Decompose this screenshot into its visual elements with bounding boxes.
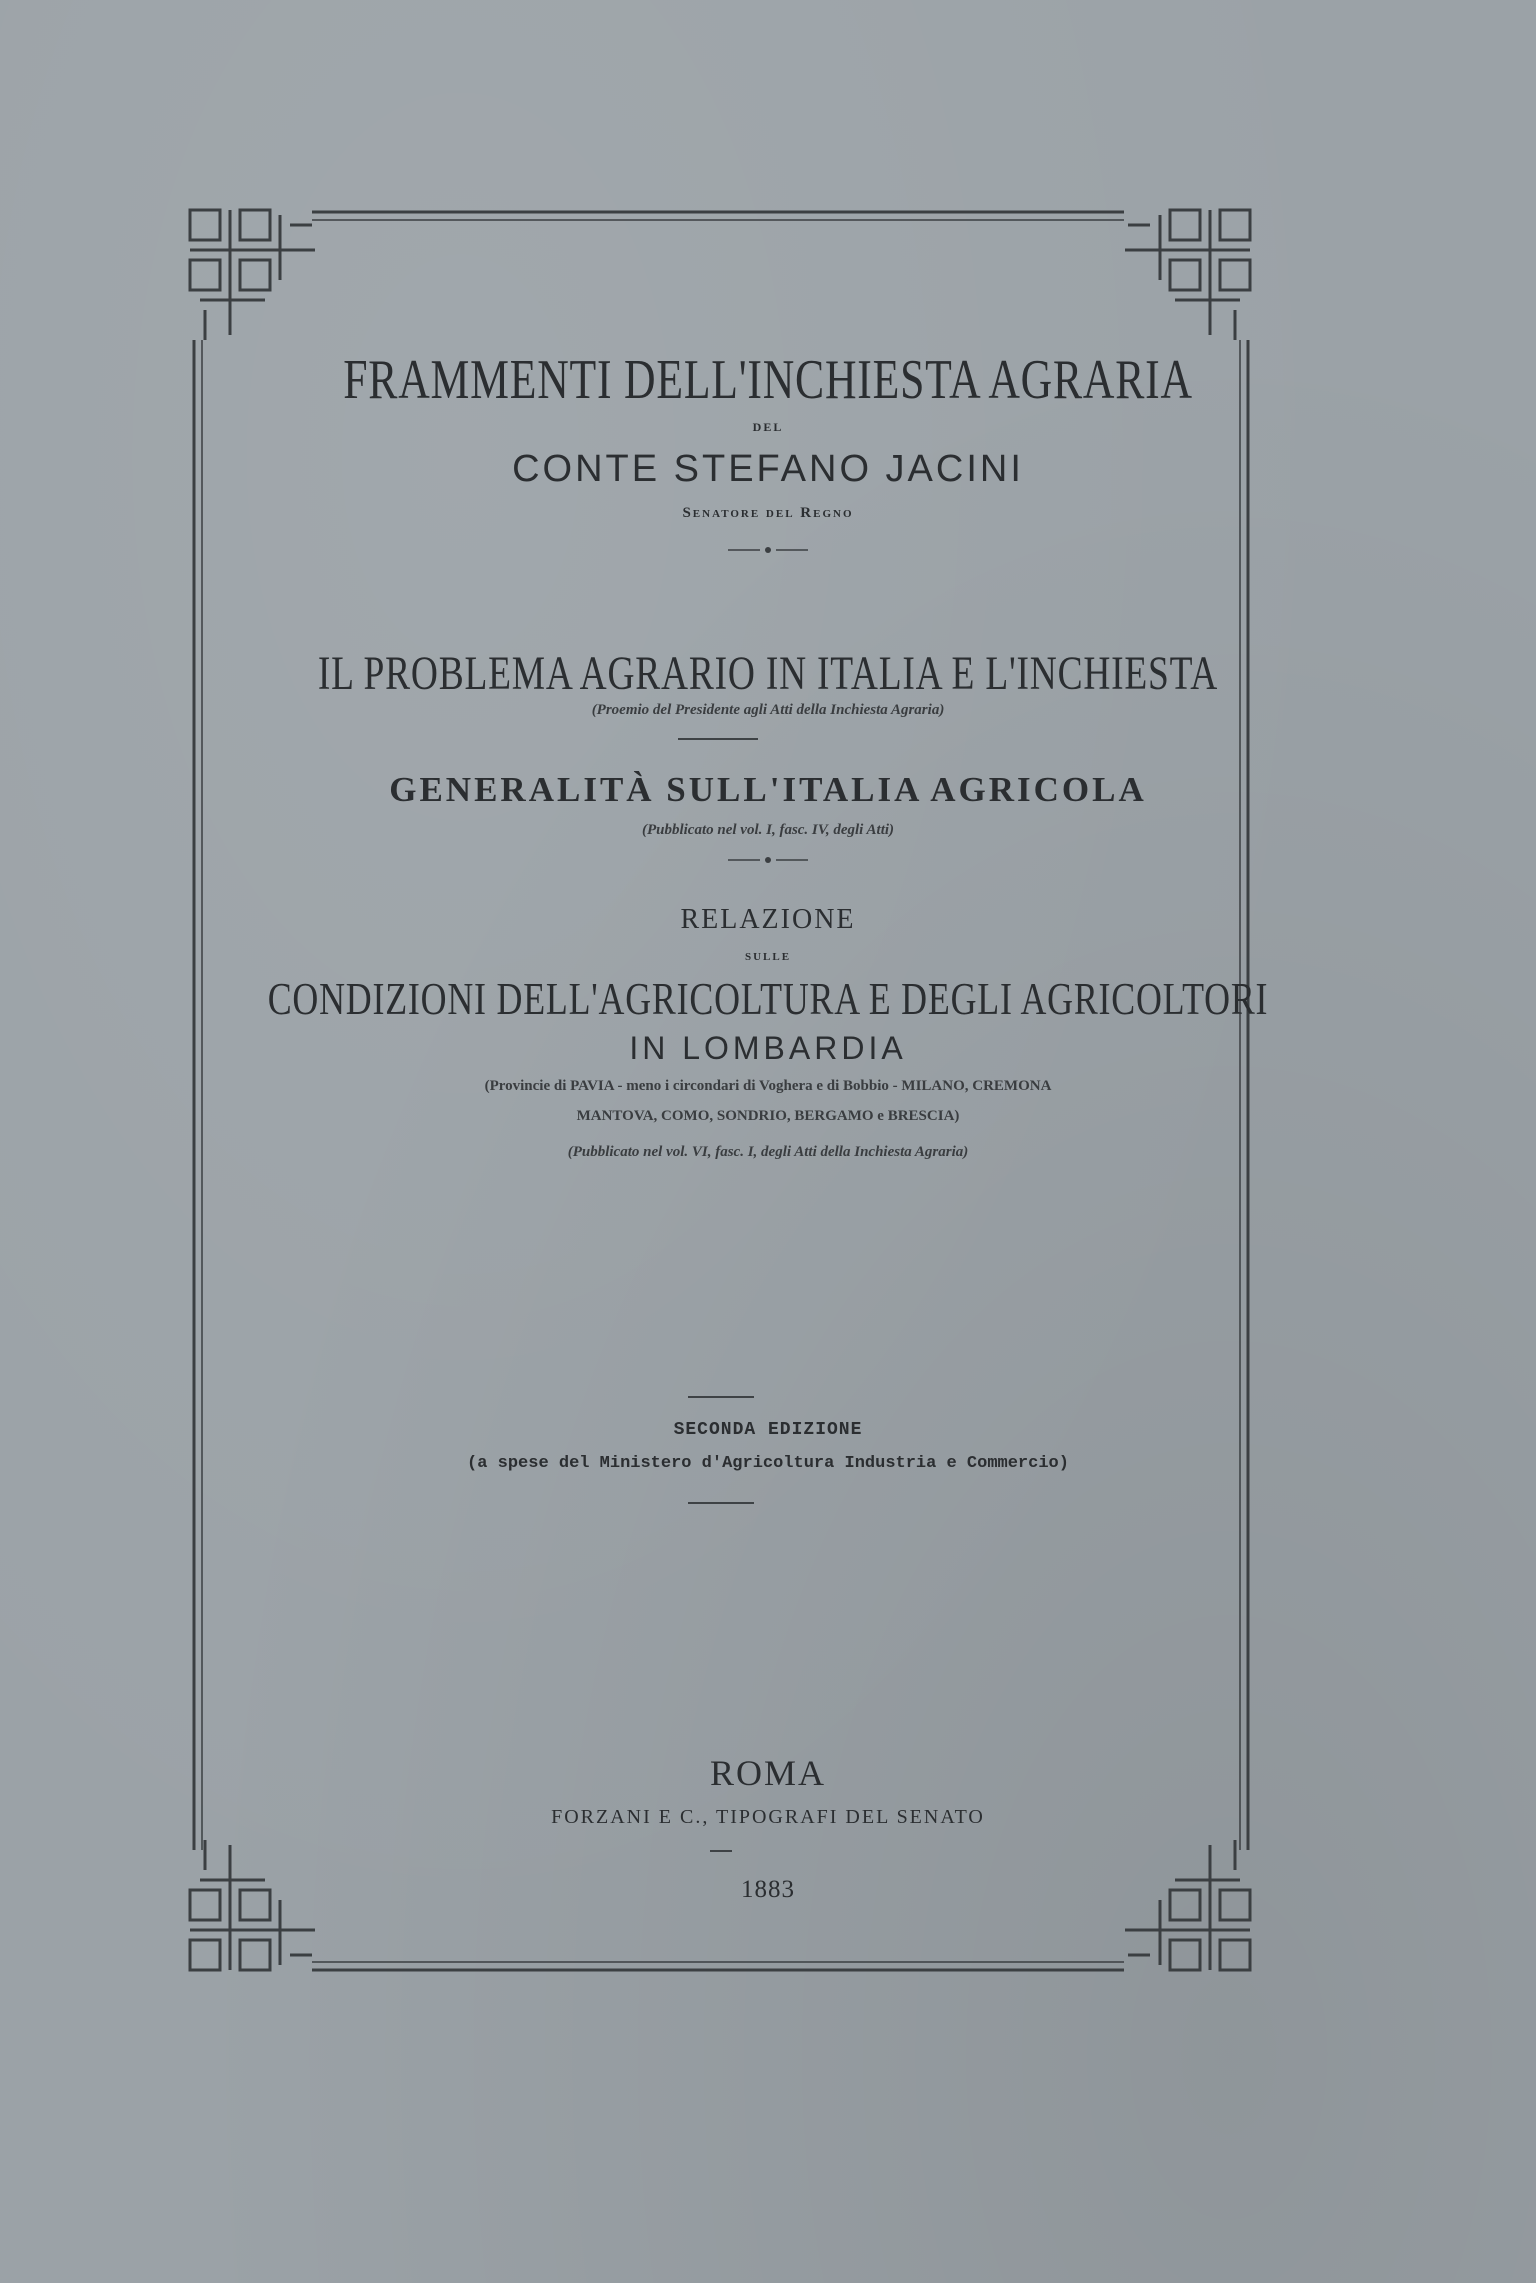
relazione-title: CONDIZIONI DELL'AGRICOLTURA E DEGLI AGRICOLTORI: [267, 973, 1269, 1024]
sulle-label: SULLE: [744, 951, 792, 963]
work-note-proemio: (Proemio del Presidente agli Atti della Inchiesta Agraria): [591, 702, 945, 718]
ornament-divider: [0, 852, 1536, 873]
edition-label: SECONDA EDIZIONE: [673, 1420, 863, 1440]
ornament-divider: [0, 542, 1536, 563]
divider-rule: [710, 1850, 732, 1852]
divider-rule: [688, 1396, 754, 1398]
corner-ornament-bottom-right: [1125, 1840, 1250, 1970]
work-title-generalita: GENERALITÀ SULL'ITALIA AGRICOLA: [389, 770, 1147, 809]
provinces-line-1: (Provincie di PAVIA - meno i circondari di Voghera e di Bobbio - MILANO, CREMONA: [484, 1078, 1052, 1094]
corner-ornament-top-left: [190, 210, 315, 340]
relazione-region: IN LOMBARDIA: [629, 1030, 907, 1066]
divider-rule: [678, 738, 758, 740]
del-label: DEL: [752, 420, 784, 434]
work-title-problema-agrario: IL PROBLEMA AGRARIO IN ITALIA E L'INCHIESTA: [317, 647, 1219, 700]
imprint-printer: FORZANI E C., TIPOGRAFI DEL SENATO: [551, 1806, 985, 1828]
work-note-generalita: (Pubblicato nel vol. I, fasc. IV, degli Atti): [641, 822, 895, 838]
imprint-city: ROMA: [709, 1753, 827, 1793]
relazione-heading: RELAZIONE: [680, 904, 856, 935]
corner-ornament-bottom-left: [190, 1840, 315, 1970]
divider-rule: [688, 1502, 754, 1504]
author-role: Senatore del Regno: [682, 505, 854, 521]
author-name: CONTE STEFANO JACINI: [512, 448, 1024, 490]
main-title: FRAMMENTI DELL'INCHIESTA AGRARIA: [343, 349, 1193, 411]
relazione-note: (Pubblicato nel vol. VI, fasc. I, degli Atti della Inchiesta Agraria): [567, 1144, 969, 1160]
corner-ornament-top-right: [1125, 210, 1250, 340]
edition-note: (a spese del Ministero d'Agricoltura Industria e Commercio): [467, 1454, 1069, 1473]
provinces-line-2: MANTOVA, COMO, SONDRIO, BERGAMO e BRESCIA): [576, 1108, 960, 1124]
imprint-year: 1883: [741, 1876, 795, 1903]
